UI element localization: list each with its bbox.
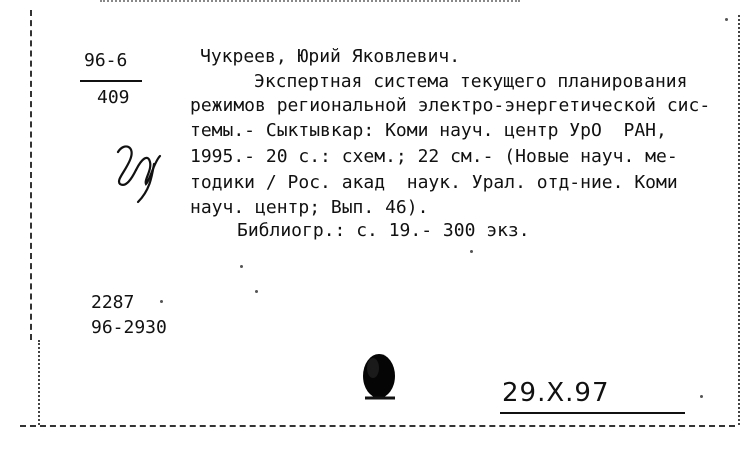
card-top-edge	[100, 0, 520, 5]
paper-speck	[160, 300, 163, 303]
shelf-mark-divider	[80, 80, 142, 82]
paper-speck	[470, 250, 473, 253]
shelf-mark-bottom: 409	[97, 87, 130, 108]
description-line: темы.- Сыктывкар: Коми науч. центр УрО РАН,	[190, 120, 667, 141]
card-left-edge	[30, 10, 32, 340]
paper-speck	[255, 290, 258, 293]
ink-blot-icon	[355, 348, 405, 408]
handwritten-notation-icon	[110, 140, 170, 210]
paper-speck	[725, 18, 728, 21]
description-line: Экспертная система текущего планирования	[254, 71, 688, 92]
date-stamp: 29.X.97	[502, 378, 610, 408]
card-left-edge-lower	[38, 340, 40, 425]
bibliography-note: Библиогр.: с. 19.- 300 экз.	[237, 220, 530, 241]
paper-speck	[240, 265, 243, 268]
accession-number: 96-2930	[91, 317, 167, 338]
description-line: режимов региональной электро-энергетической сис-	[190, 95, 711, 116]
card-right-edge	[738, 15, 740, 425]
description-line: тодики / Рос. акад наук. Урал. отд-ние. Коми	[190, 172, 678, 193]
accession-number: 2287	[91, 292, 135, 313]
paper-speck	[700, 395, 703, 398]
author-heading: Чукреев, Юрий Яковлевич.	[200, 46, 461, 67]
description-line: науч. центр; Вып. 46).	[190, 197, 429, 218]
shelf-mark-top: 96-6	[84, 50, 128, 71]
description-line: 1995.- 20 с.: схем.; 22 см.- (Новые науч. ме-	[190, 146, 678, 167]
card-bottom-edge	[20, 425, 735, 427]
date-underline	[500, 412, 685, 414]
